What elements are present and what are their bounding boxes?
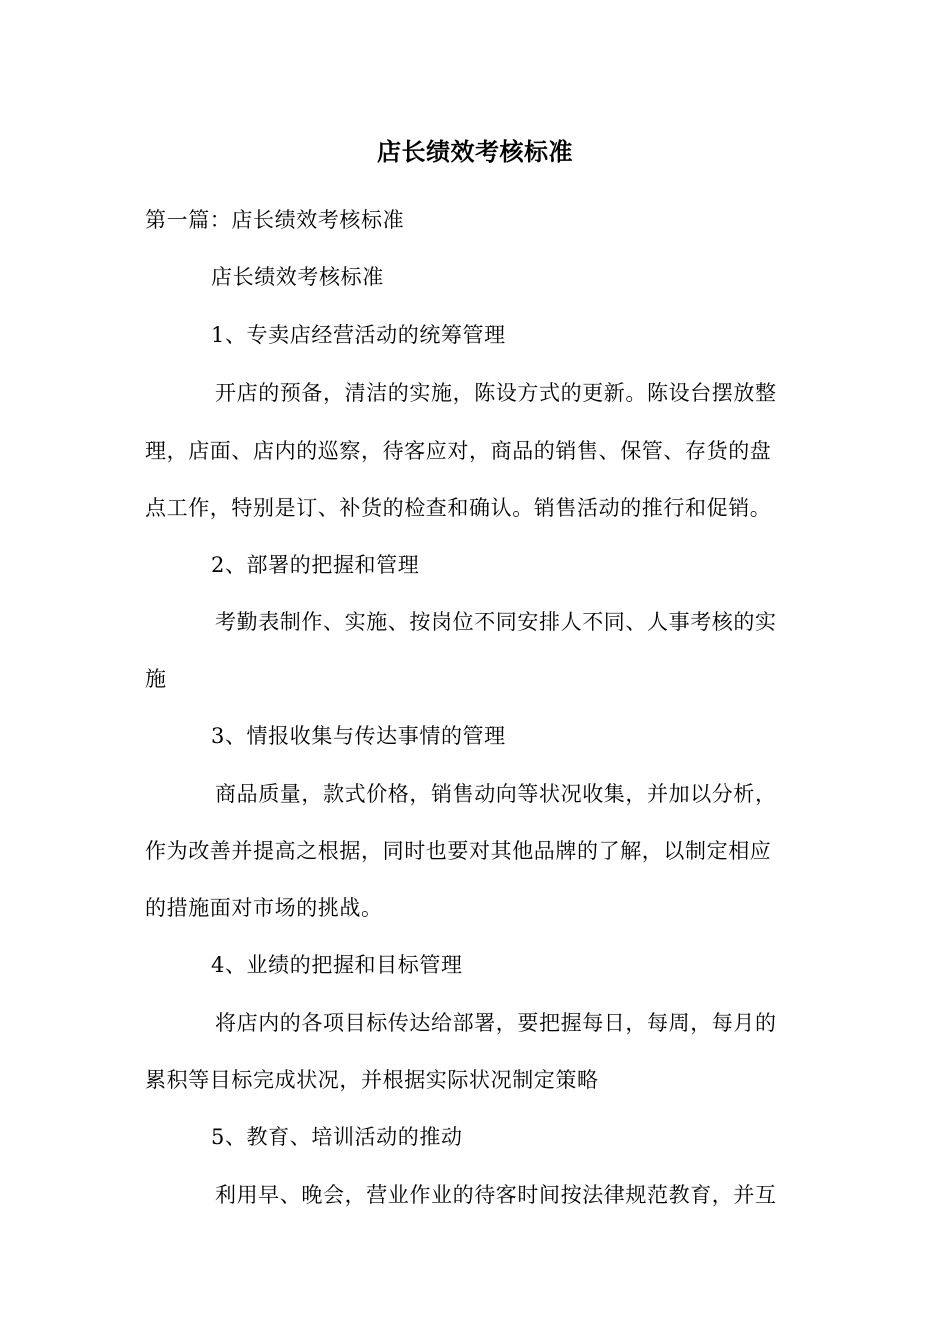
item-heading-1: 1、专卖店经营活动的统筹管理: [211, 323, 506, 347]
item-4-line-1: 将店内的各项目标传达给部署，要把握每日，每周，每月的: [215, 1011, 777, 1035]
item-2-line-1: 考勤表制作、实施、按岗位不同安排人不同、人事考核的实: [215, 610, 777, 634]
section-heading: 第一篇：店长绩效考核标准: [145, 208, 405, 232]
item-heading-2: 2、部署的把握和管理: [211, 553, 420, 577]
item-heading-4: 4、业绩的把握和目标管理: [211, 953, 463, 977]
item-heading-5: 5、教育、培训活动的推动: [211, 1125, 463, 1149]
item-3-line-3: 的措施面对市场的挑战。: [145, 896, 383, 920]
item-4-line-2: 累积等目标完成状况，并根据实际状况制定策略: [145, 1068, 599, 1092]
item-1-line-1: 开店的预备，清洁的实施，陈设方式的更新。陈设台摆放整: [215, 381, 777, 405]
document-body: [145, 0, 807, 1344]
item-1-line-3: 点工作，特别是订、补货的检查和确认。销售活动的推行和促销。: [145, 496, 772, 520]
subtitle: 店长绩效考核标准: [211, 265, 384, 289]
item-heading-3: 3、情报收集与传达事情的管理: [211, 724, 506, 748]
item-2-line-2: 施: [145, 667, 167, 691]
item-1-line-2: 理，店面、店内的巡察，待客应对，商品的销售、保管、存货的盘: [145, 439, 772, 463]
document-title: 店长绩效考核标准: [377, 138, 573, 166]
item-3-line-2: 作为改善并提高之根据，同时也要对其他品牌的了解，以制定相应: [145, 839, 772, 863]
item-5-line-1: 利用早、晚会，营业作业的待客时间按法律规范教育，并互: [215, 1183, 777, 1207]
item-3-line-1: 商品质量，款式价格，销售动向等状况收集，并加以分析，: [215, 782, 777, 806]
